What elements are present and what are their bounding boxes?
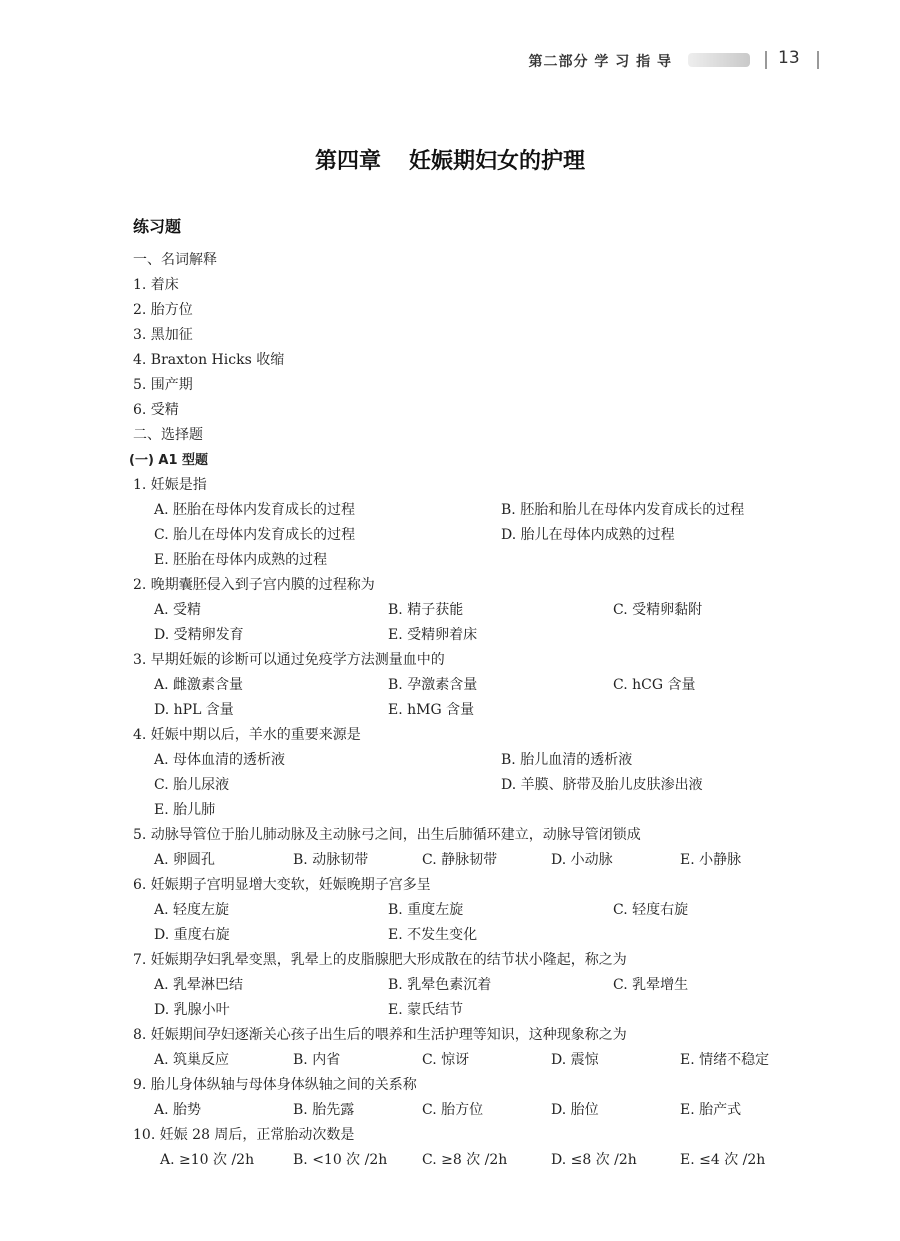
option: B. 乳晕色素沉着 (388, 977, 492, 993)
question-stem: 2. 晚期囊胚侵入到子宫内膜的过程称为 (133, 577, 375, 593)
chapter-number: 第四章 (314, 149, 381, 174)
option: E. 情绪不稳定 (680, 1052, 770, 1068)
question-stem: 9. 胎儿身体纵轴与母体身体纵轴之间的关系称 (133, 1077, 417, 1093)
option: A. 胎势 (154, 1102, 202, 1118)
option: C. 胎儿尿液 (154, 777, 230, 793)
question-stem: 7. 妊娠期孕妇乳晕变黑，乳晕上的皮脂腺肥大形成散在的结节状小隆起，称之为 (133, 952, 627, 968)
term-item: 4. Braxton Hicks 收缩 (133, 352, 285, 368)
option: D. 羊膜、脐带及胎儿皮肤渗出液 (501, 777, 703, 793)
question-stem: 4. 妊娠中期以后，羊水的重要来源是 (133, 727, 361, 743)
option-row (154, 698, 833, 723)
option-row (154, 973, 833, 998)
option: A. 雌激素含量 (154, 677, 244, 693)
option-row (154, 598, 833, 623)
option-row (154, 523, 833, 548)
part-heading: 一、名词解释 (133, 252, 217, 268)
option: A. ≥10 次 /2h (160, 1152, 255, 1168)
option-row (154, 1048, 833, 1073)
option-row (154, 898, 833, 923)
option: C. 轻度右旋 (613, 902, 689, 918)
term-item: 2. 胎方位 (133, 302, 193, 318)
option: D. 重度右旋 (154, 927, 230, 943)
question-stem: 3. 早期妊娠的诊断可以通过免疫学方法测量血中的 (133, 652, 445, 668)
option-row (154, 848, 833, 873)
option: D. 胎位 (551, 1102, 599, 1118)
option-row (154, 798, 833, 823)
option: A. 母体血清的透析液 (154, 752, 286, 768)
page-header (0, 47, 900, 75)
option: C. 胎方位 (422, 1102, 484, 1118)
term-item: 3. 黑加征 (133, 327, 193, 343)
option: E. 受精卵着床 (388, 627, 478, 643)
question-stem: 1. 妊娠是指 (133, 477, 207, 493)
chapter-name: 妊娠期妇女的护理 (409, 149, 586, 174)
option: E. hMG 含量 (388, 702, 475, 718)
option: B. 胎先露 (293, 1102, 355, 1118)
question-stem: 5. 动脉导管位于胎儿肺动脉及主动脉弓之间，出生后肺循环建立，动脉导管闭锁成 (133, 827, 641, 843)
option: C. ≥8 次 /2h (422, 1152, 508, 1168)
option: C. hCG 含量 (613, 677, 696, 693)
header-divider (817, 51, 819, 69)
option: B. <10 次 /2h (293, 1152, 388, 1168)
option: E. 不发生变化 (388, 927, 478, 943)
option: B. 动脉韧带 (293, 852, 369, 868)
option: D. ≤8 次 /2h (551, 1152, 637, 1168)
option: B. 内省 (293, 1052, 341, 1068)
option: A. 受精 (154, 602, 202, 618)
page-content (129, 214, 833, 1173)
chapter-title (0, 144, 900, 175)
option: B. 胚胎和胎儿在母体内发育成长的过程 (501, 502, 745, 518)
option: E. 胎儿肺 (154, 802, 216, 818)
part-heading: 二、选择题 (133, 427, 203, 443)
header-decorative-bar (688, 53, 750, 67)
question-stem: 10. 妊娠 28 周后，正常胎动次数是 (133, 1127, 355, 1143)
option: B. 孕激素含量 (388, 677, 478, 693)
header-divider (765, 51, 767, 69)
header-part-title: 第二部分 学 习 指 导 (528, 54, 672, 70)
option-row (154, 498, 833, 523)
option-row (154, 773, 833, 798)
option: A. 乳晕淋巴结 (154, 977, 244, 993)
option: A. 胚胎在母体内发育成长的过程 (154, 502, 356, 518)
option: A. 卵圆孔 (154, 852, 216, 868)
option-row (154, 548, 833, 573)
term-item: 6. 受精 (133, 402, 179, 418)
option: E. 小静脉 (680, 852, 742, 868)
option: D. 受精卵发育 (154, 627, 244, 643)
option-row (154, 623, 833, 648)
option: E. 蒙氏结节 (388, 1002, 464, 1018)
option: E. ≤4 次 /2h (680, 1152, 766, 1168)
option-row (154, 748, 833, 773)
option-row (160, 1148, 833, 1173)
page-number: 13 (778, 48, 800, 68)
question-type-heading: (一) A1 型题 (129, 453, 209, 468)
option-row (154, 1098, 833, 1123)
option: D. 乳腺小叶 (154, 1002, 230, 1018)
option: B. 胎儿血清的透析液 (501, 752, 633, 768)
option: D. hPL 含量 (154, 702, 234, 718)
option: B. 重度左旋 (388, 902, 464, 918)
option: E. 胚胎在母体内成熟的过程 (154, 552, 328, 568)
option: E. 胎产式 (680, 1102, 742, 1118)
option: C. 乳晕增生 (613, 977, 689, 993)
question-stem: 8. 妊娠期间孕妇逐渐关心孩子出生后的喂养和生活护理等知识，这种现象称之为 (133, 1027, 627, 1043)
term-item: 1. 着床 (133, 277, 179, 293)
option-row (154, 673, 833, 698)
option: C. 胎儿在母体内发育成长的过程 (154, 527, 356, 543)
option: C. 惊讶 (422, 1052, 470, 1068)
option: C. 受精卵黏附 (613, 602, 703, 618)
option: C. 静脉韧带 (422, 852, 498, 868)
option-row (154, 923, 833, 948)
option: A. 筑巢反应 (154, 1052, 230, 1068)
option: D. 小动脉 (551, 852, 613, 868)
question-stem: 6. 妊娠期子宫明显增大变软，妊娠晚期子宫多呈 (133, 877, 431, 893)
option: A. 轻度左旋 (154, 902, 230, 918)
option-row (154, 998, 833, 1023)
term-item: 5. 围产期 (133, 377, 193, 393)
option: B. 精子获能 (388, 602, 464, 618)
option: D. 胎儿在母体内成熟的过程 (501, 527, 675, 543)
option: D. 震惊 (551, 1052, 599, 1068)
section-title: 练习题 (133, 217, 182, 236)
